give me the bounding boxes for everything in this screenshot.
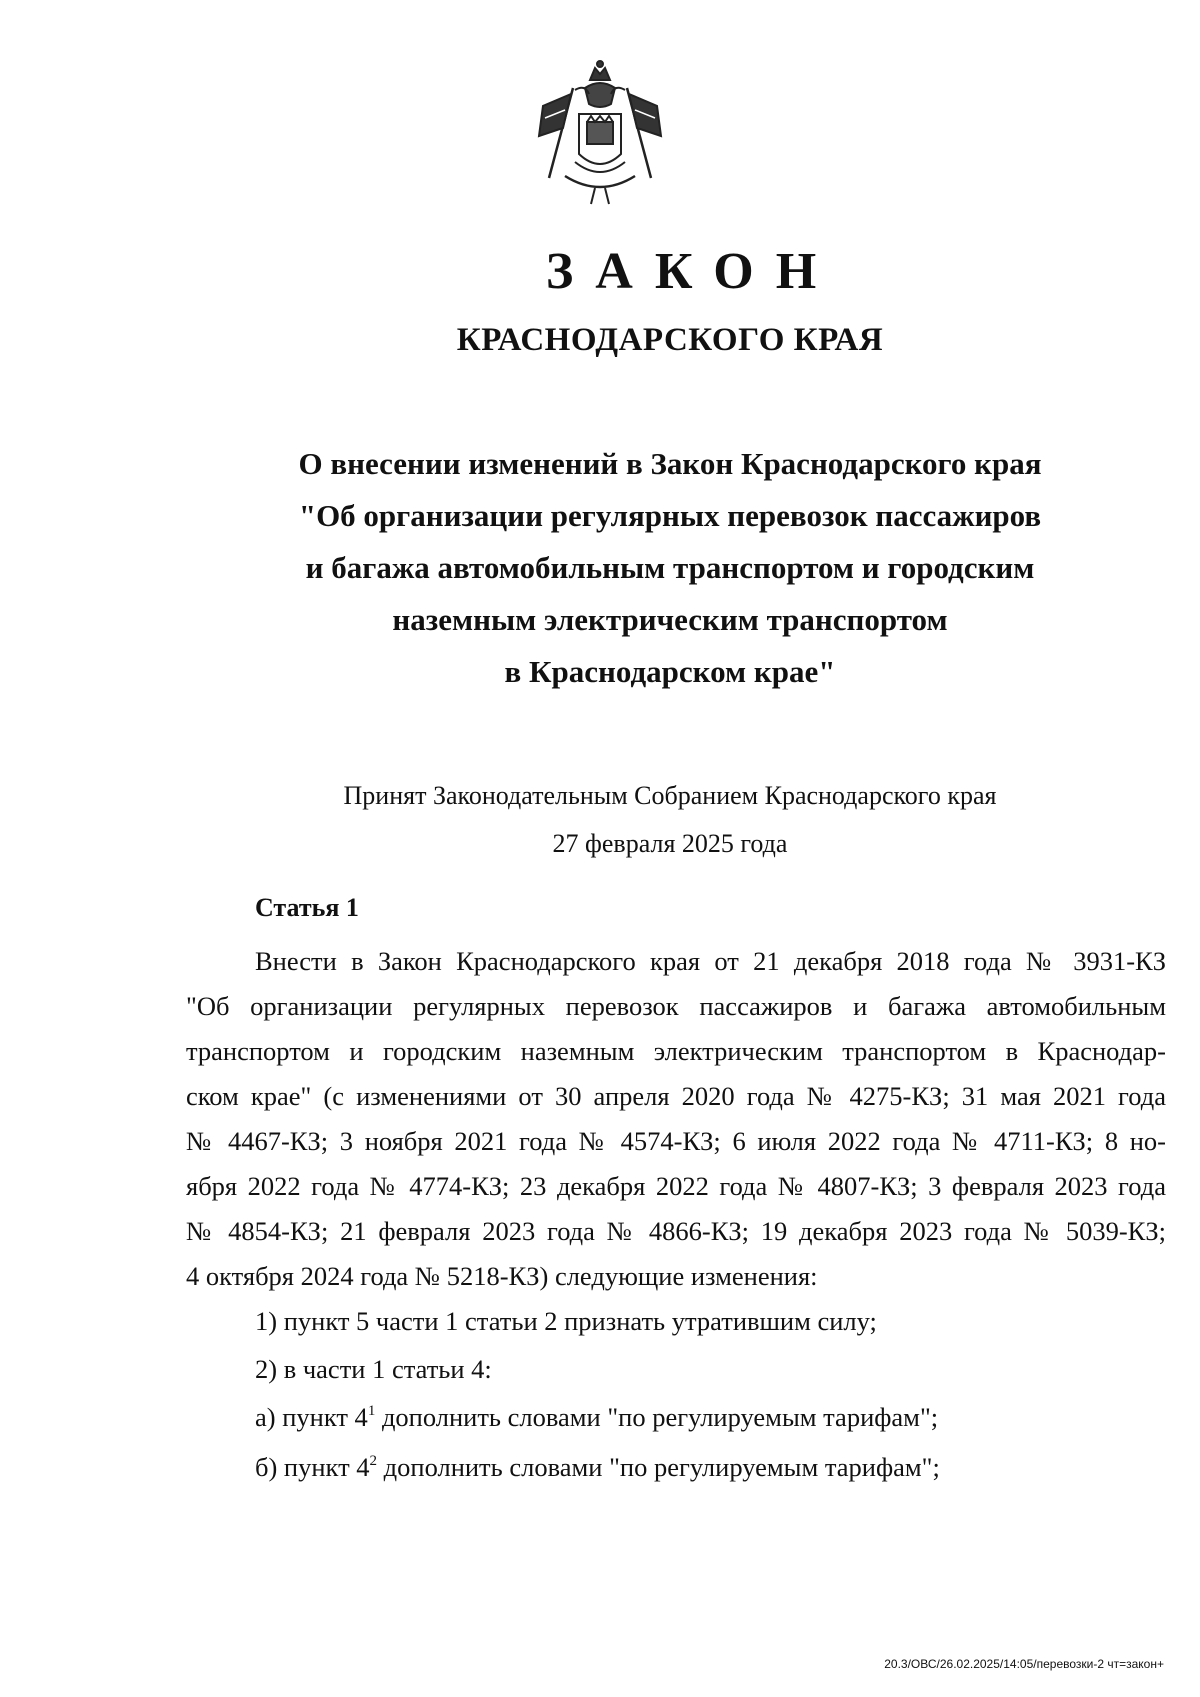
paragraph-line: Внести в Закон Краснодарского края от 21 декабря 2018 года № 3931-КЗ [255,946,1166,976]
superscript: 1 [367,1403,376,1419]
law-title-line: наземным электрическим транспортом [392,602,948,637]
superscript: 2 [369,1453,378,1469]
article-paragraph [186,939,1166,1299]
item-text: дополнить словами "по регулируемым тарифам"; [375,1402,939,1432]
adoption-date: 27 февраля 2025 года [552,829,788,858]
law-title-line: и багажа автомобильным транспортом и городским [305,550,1035,585]
adoption-note [0,772,1200,868]
item-text: дополнить словами "по регулируемым тарифам"; [377,1452,940,1482]
paragraph-line: ября 2022 года № 4774-КЗ; 23 декабря 2022 года № 4807-КЗ; 3 февраля 2023 года [186,1171,1166,1201]
paragraph-line: "Об организации регулярных перевозок пассажиров и багажа автомобильным [186,991,1166,1021]
article-heading: Статья 1 [255,893,359,922]
adoption-body: Принят Законодательным Собранием Краснодарского края [343,781,997,810]
item-text: а) пункт 4 [255,1402,368,1432]
region-heading: КРАСНОДАРСКОГО КРАЯ [456,322,884,358]
paragraph-line: № 4854-КЗ; 21 февраля 2023 года № 4866-КЗ; 19 декабря 2023 года № 5039-КЗ; [186,1216,1166,1246]
item-text: б) пункт 4 [255,1452,370,1482]
coat-of-arms-icon [535,58,665,208]
paragraph-line: ском крае" (с изменениями от 30 апреля 2020 года № 4275-КЗ; 31 мая 2021 года [186,1081,1166,1111]
list-item: 2) в части 1 статьи 4: [255,1354,492,1384]
law-title-line: О внесении изменений в Закон Краснодарского края [298,446,1042,481]
law-title [0,438,1200,698]
law-title-line: "Об организации регулярных перевозок пассажиров [298,498,1042,533]
list-item [255,1402,938,1433]
document-code: 20.3/ОВС/26.02.2025/14:05/перевозки-2 чт=закон+ [884,1657,1164,1671]
law-title-line: в Краснодарском крае" [504,654,836,689]
list-item: 1) пункт 5 части 1 статьи 2 признать утратившим силу; [255,1306,877,1336]
list-item [255,1452,940,1483]
paragraph-line: 4 октября 2024 года № 5218-КЗ) следующие изменения: [186,1261,818,1291]
law-heading: ЗАКОН [545,243,839,300]
paragraph-line: № 4467-КЗ; 3 ноября 2021 года № 4574-КЗ; 6 июля 2022 года № 4711-КЗ; 8 но- [186,1126,1166,1156]
paragraph-line: транспортом и городским наземным электрическим транспортом в Краснодар- [186,1036,1166,1066]
